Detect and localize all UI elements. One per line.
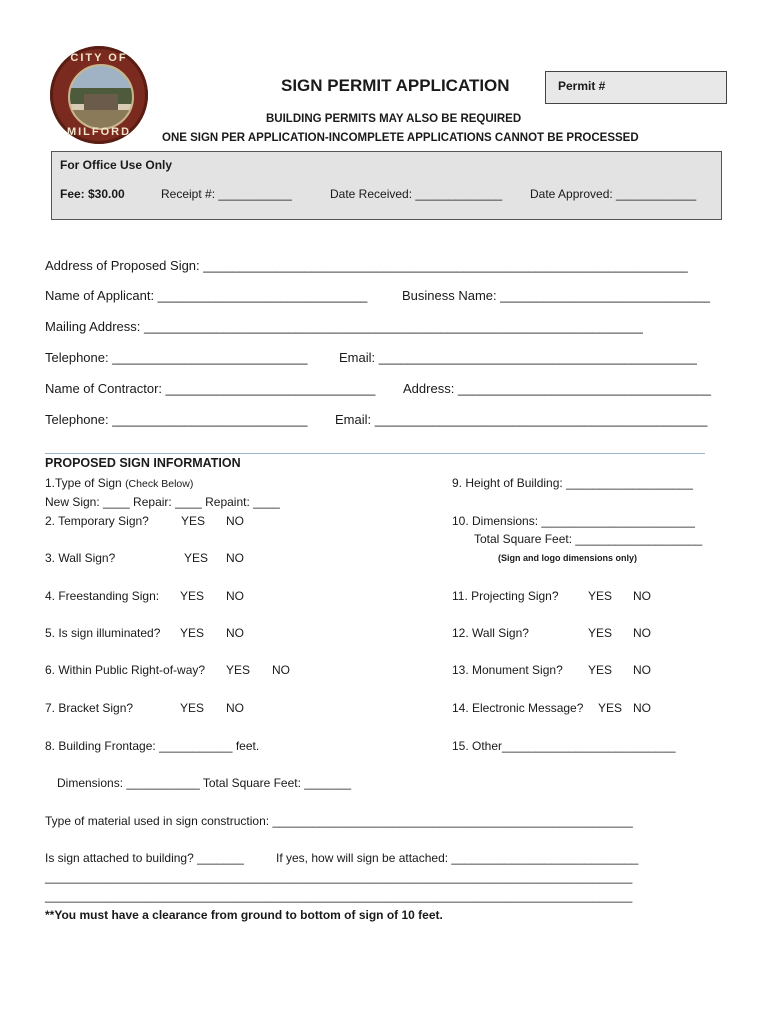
q11-projecting-sign: 11. Projecting Sign? (452, 589, 559, 603)
section-divider (45, 453, 705, 454)
city-seal-logo (50, 46, 148, 144)
q13-monument-sign: 13. Monument Sign? (452, 663, 563, 677)
section-heading: PROPOSED SIGN INFORMATION (45, 456, 241, 470)
how-attached-field[interactable]: If yes, how will sign be attached: ____________________________ (276, 851, 639, 865)
q5-no[interactable]: NO (226, 626, 244, 640)
applicant-name-field[interactable]: Name of Applicant: _____________________________ (45, 288, 368, 303)
q8-building-frontage[interactable]: 8. Building Frontage: ___________ feet. (45, 739, 260, 753)
q7-bracket-sign: 7. Bracket Sign? (45, 701, 134, 715)
attached-to-building-field[interactable]: Is sign attached to building? _______ (45, 851, 244, 865)
q12-yes[interactable]: YES (588, 626, 613, 640)
subtitle-building-permits: BUILDING PERMITS MAY ALSO BE REQUIRED (266, 113, 522, 125)
q11-yes[interactable]: YES (588, 589, 613, 603)
contractor-email-field[interactable]: Email: ______________________________________________ (335, 412, 708, 427)
blank-line-1[interactable]: ________________________________________________________________________________________ (45, 870, 633, 884)
contractor-telephone-field[interactable]: Telephone: ___________________________ (45, 412, 308, 427)
email-field[interactable]: Email: ____________________________________________ (339, 350, 697, 365)
q4-no[interactable]: NO (226, 589, 244, 603)
q13-no[interactable]: NO (633, 663, 651, 677)
q5-yes[interactable]: YES (180, 626, 205, 640)
blank-line-2[interactable]: ________________________________________________________________________________________ (45, 889, 633, 903)
dimensions-total-field[interactable]: Dimensions: ___________ Total Square Feet: _______ (57, 776, 351, 790)
q3-no[interactable]: NO (226, 551, 244, 565)
permit-label: Permit # (558, 79, 606, 93)
q3-yes[interactable]: YES (184, 551, 209, 565)
q9-height-of-building[interactable]: 9. Height of Building: ___________________ (452, 476, 693, 490)
q12-wall-sign: 12. Wall Sign? (452, 626, 529, 640)
q6-public-right-of-way: 6. Within Public Right-of-way? (45, 663, 206, 677)
new-repair-repaint-field[interactable]: New Sign: ____ Repair: ____ Repaint: ____ (45, 495, 280, 509)
mailing-address-field[interactable]: Mailing Address: _____________________________________________________________________ (45, 319, 643, 334)
contractor-address-field[interactable]: Address: ___________________________________ (403, 381, 711, 396)
q10-note: (Sign and logo dimensions only) (498, 553, 637, 563)
receipt-field[interactable]: Receipt #: ___________ (161, 187, 292, 201)
q13-yes[interactable]: YES (588, 663, 613, 677)
seal-bottom-text: MILFORD (66, 126, 132, 138)
q10-dimensions[interactable]: 10. Dimensions: _______________________ (452, 514, 695, 528)
q10-total-square-feet[interactable]: Total Square Feet: ___________________ (474, 532, 703, 546)
q4-freestanding-sign: 4. Freestanding Sign: (45, 589, 160, 603)
date-received-field[interactable]: Date Received: _____________ (330, 187, 503, 201)
q4-yes[interactable]: YES (180, 589, 205, 603)
seal-image (68, 64, 134, 130)
clearance-notice: **You must have a clearance from ground to bottom of sign of 10 feet. (45, 908, 443, 922)
q14-no[interactable]: NO (633, 701, 651, 715)
material-field[interactable]: Type of material used in sign construction: ______________________________________________________ (45, 814, 633, 828)
office-use-box (51, 151, 722, 220)
q5-illuminated: 5. Is sign illuminated? (45, 626, 161, 640)
contractor-name-field[interactable]: Name of Contractor: _____________________________ (45, 381, 376, 396)
q6-yes[interactable]: YES (226, 663, 251, 677)
date-approved-field[interactable]: Date Approved: ____________ (530, 187, 697, 201)
q6-no[interactable]: NO (272, 663, 290, 677)
q15-other[interactable]: 15. Other__________________________ (452, 739, 676, 753)
type-of-sign-label: 1.Type of Sign (Check Below) (45, 476, 194, 490)
permit-number-box[interactable] (545, 71, 727, 104)
q2-no[interactable]: NO (226, 514, 244, 528)
q2-yes[interactable]: YES (181, 514, 206, 528)
page-title: SIGN PERMIT APPLICATION (281, 76, 510, 95)
q2-temporary-sign: 2. Temporary Sign? (45, 514, 149, 528)
subtitle-one-sign: ONE SIGN PER APPLICATION-INCOMPLETE APPLICATIONS CANNOT BE PROCESSED (162, 132, 639, 144)
q14-yes[interactable]: YES (598, 701, 623, 715)
telephone-field[interactable]: Telephone: ___________________________ (45, 350, 308, 365)
address-of-sign-field[interactable]: Address of Proposed Sign: ___________________________________________________________________ (45, 258, 688, 273)
q3-wall-sign: 3. Wall Sign? (45, 551, 116, 565)
q12-no[interactable]: NO (633, 626, 651, 640)
fee-text: Fee: $30.00 (60, 187, 125, 201)
q11-no[interactable]: NO (633, 589, 651, 603)
q14-electronic-message: 14. Electronic Message? (452, 701, 584, 715)
q7-yes[interactable]: YES (180, 701, 205, 715)
business-name-field[interactable]: Business Name: _____________________________ (402, 288, 710, 303)
q7-no[interactable]: NO (226, 701, 244, 715)
seal-top-text: CITY OF (70, 52, 128, 64)
office-use-heading: For Office Use Only (60, 158, 173, 172)
